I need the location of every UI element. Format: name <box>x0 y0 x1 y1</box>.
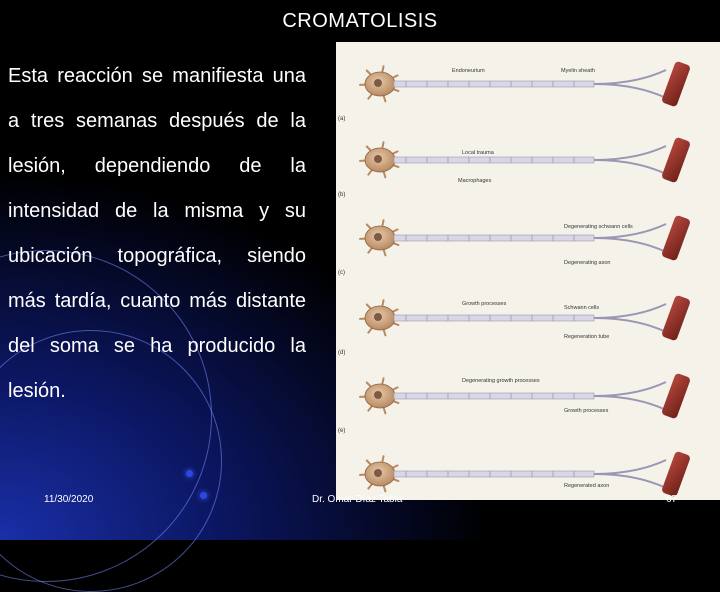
muscle-fiber <box>661 61 691 108</box>
label-regenerated-axon: Regenerated axon <box>564 483 610 489</box>
neuron-nucleus <box>374 313 382 321</box>
axon-terminal <box>594 146 666 160</box>
label-local-trauma: Local trauma <box>462 150 494 156</box>
myelinated-axon <box>394 81 594 87</box>
muscle-fiber <box>661 295 691 342</box>
label-schwann-cells: Schwann cells <box>564 305 600 311</box>
label-macrophages: Macrophages <box>458 178 492 184</box>
label-regeneration-tube: Regeneration tube <box>564 334 610 340</box>
decorative-dot <box>200 492 207 499</box>
panel-letter: (b) <box>338 192 346 198</box>
footer-date: 11/30/2020 <box>44 494 94 505</box>
axon-terminal <box>594 460 666 474</box>
label-growth-processes-2: Growth processes <box>564 408 609 414</box>
label-growth-processes: Growth processes <box>462 301 507 307</box>
muscle-fiber <box>661 373 691 420</box>
label-myelin-sheath: Myelin sheath <box>561 68 595 74</box>
axon-terminal <box>594 318 666 332</box>
panel-letter: (d) <box>338 350 346 356</box>
footer-page-number: 67 <box>666 494 678 505</box>
axon-terminal <box>594 304 666 318</box>
neuron-regeneration-figure <box>336 42 720 500</box>
slide-title: CROMATOLISIS <box>282 10 438 32</box>
myelinated-axon <box>394 393 594 399</box>
myelinated-axon <box>394 471 594 477</box>
neuron-nucleus <box>374 79 382 87</box>
axon-terminal <box>594 70 666 84</box>
muscle-fiber <box>661 451 691 498</box>
axon-terminal <box>594 238 666 252</box>
myelinated-axon <box>394 315 594 321</box>
axon-terminal <box>594 160 666 174</box>
neuron-nucleus <box>374 155 382 163</box>
decorative-dot <box>186 470 193 477</box>
panel-letter: (c) <box>338 270 345 276</box>
panel-letter: (e) <box>338 428 346 434</box>
figure-svg <box>336 42 720 500</box>
label-degenerating-schwann: Degenerating schwann cells <box>564 224 633 230</box>
panel-letter: (a) <box>338 116 346 122</box>
myelinated-axon <box>394 235 594 241</box>
myelinated-axon <box>394 157 594 163</box>
axon-terminal <box>594 84 666 98</box>
label-degenerating-growth: Degenerating growth processes <box>462 378 540 384</box>
axon-terminal <box>594 382 666 396</box>
label-endoneurium: Endoneurium <box>452 68 485 74</box>
body-text: Esta reacción se manifiesta una a tres semanas después de la lesión, dependiendo de la intensidad de la misma y su ubicación topográfica, siendo más tardía, cuanto más distante del soma se ha producido la lesión. <box>8 65 306 402</box>
muscle-fiber <box>661 215 691 262</box>
label-degenerating-axon: Degenerating axon <box>564 260 611 266</box>
neuron-nucleus <box>374 469 382 477</box>
neuron-nucleus <box>374 233 382 241</box>
muscle-fiber <box>661 137 691 184</box>
neuron-nucleus <box>374 391 382 399</box>
footer-author: Dr. Omar Díaz Tabla <box>312 494 403 505</box>
